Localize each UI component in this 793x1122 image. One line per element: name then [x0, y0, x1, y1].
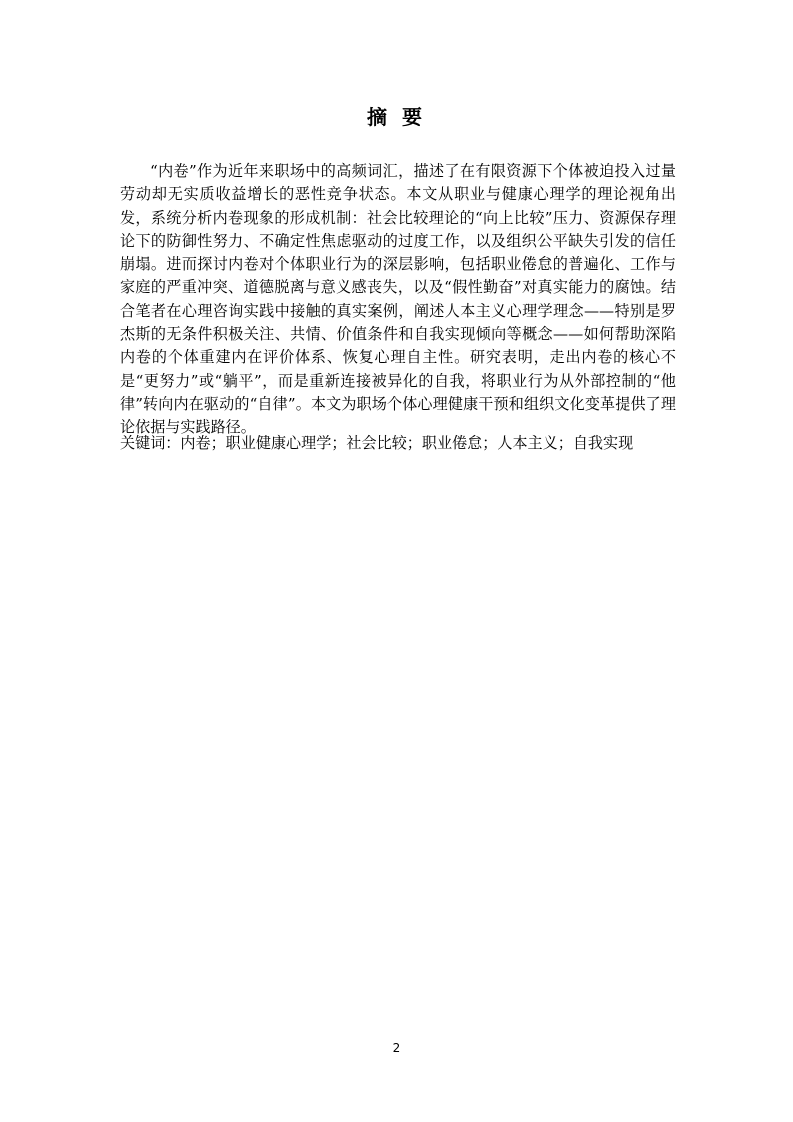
abstract-title: 摘 要: [367, 105, 426, 129]
keywords-line: 关键词：内卷；职业健康心理学；社会比较；职业倦怠；人本主义；自我实现: [120, 434, 634, 452]
page-number: 2: [392, 1041, 401, 1055]
abstract-paragraph: “内卷”作为近年来职场中的高频词汇，描述了在有限资源下个体被迫投入过量劳动却无实质收益增长的恶性竞争状态。本文从职业与健康心理学的理论视角出发，系统分析内卷现象的形成机制：社会比较理论的“向上比较”压力、资源保存理论下的防御性努力、不确定性焦虑驱动的过度工作，以及组织公平缺失引发的信任崩塌。进而探讨内卷对个体职业行为的深层影响，包括职业倦怠的普遍化、工作与家庭的严重冲突、道德脱离与意义感丧失，以及“假性勤奋”对真实能力的腐蚀。结合笔者在心理咨询实践中接触的真实案例，阐述人本主义心理学理念——特别是罗杰斯的无条件积极关注、共情、价值条件和自我实现倾向等概念——如何帮助深陷内卷的个体重建内在评价体系、恢复心理自主性。研究表明，走出内卷的核心不是“更努力”或“躺平”，而是重新连接被异化的自我，将职业行为从外部控制的“他律”转向内在驱动的“自律”。本文为职场个体心理健康干预和组织文化变革提供了理论依据与实践路径。: [120, 162, 676, 437]
